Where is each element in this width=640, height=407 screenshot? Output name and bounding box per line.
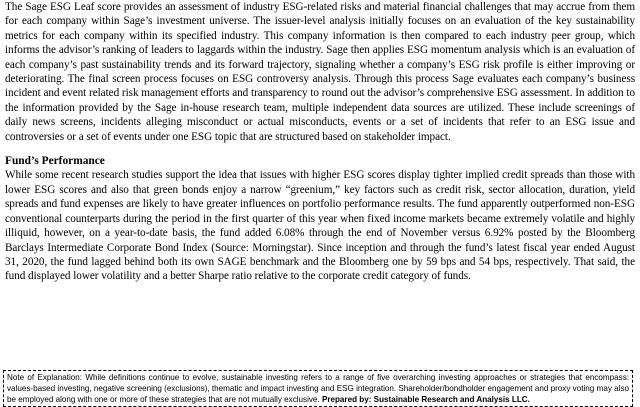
note-of-explanation-box — [3, 370, 633, 407]
prepared-by-credit: Prepared by: Sustainable Research and Analysis LLC. — [321, 395, 530, 404]
intro-paragraph: The Sage ESG Leaf score provides an assessment of industry ESG-related risks and material financial challenges that may accrue from them for each company within Sage’s investment universe. The issuer-level analysis initially focuses on an evaluation of the key sustainability metrics for each company within its specified industry. This company information is then compared to each industry peer group, which informs the advisor’s ranking of leaders to laggards within the industry. Sage then applies ESG momentum analysis which is an evaluation of each company’s past sustainability trends and its forward trajectory, signaling whether a company’s ESG risk profile is either improving or deteriorating. The final screen process focuses on ESG controversy analysis. Through this process Sage evaluates each company’s business incident and event related risk management efforts and transparency to round out the advisor’s comprehensive ESG assessment. In addition to the information provided by the Sage in-house research team, multiple independent data sources are utilized. These include screenings of daily news screens, incidents alleging misconduct or actual misconducts, events or a set of incidents that refer to an ESG issue and controversies or a set of events under one ESG topic that are structured based on stakeholder impact. — [5, 1, 635, 143]
fund-performance-paragraph: While some recent research studies support the idea that issues with higher ESG scores display tighter implied credit spreads than those with lower ESG scores and also that green bonds enjoy a narrow “greenium,” key factors such as credit risk, sector allocation, duration, yield spreads and fund expenses are likely to have greater influences on portfolio performance results. The fund apparently outperformed non-ESG conventional counterparts during the period in the first quarter of this year when fixed income markets became extremely volatile and highly illiquid, however, on a year-to-date basis, the fund added 6.08% through the end of November versus 6.92% posted by the Bloomberg Barclays Intermediate Corporate Bond Index (Source: Morningstar). Since inception and through the fund’s latest fiscal year ended August 31, 2020, the fund lagged behind both its own SAGE benchmark and the Bloomberg one by 59 bps and 54 bps, respectively. That said, the fund displayed lower volatility and a better Sharpe ratio relative to the corporate credit category of funds. — [5, 169, 635, 283]
note-of-explanation-text: Note of Explanation: While definitions continue to evolve, sustainable investing refers to a range of five overarching investing approaches or strategies that encompass: values-based investing, negative screening (exclusions), thematic and impact investing and ESG integration. Shareholder/bondholder engagement and proxy voting may also be employed along with one or more of these strategies that are not mutually exclusive. — [7, 373, 629, 404]
section-heading-fund-performance: Fund’s Performance — [5, 155, 105, 168]
